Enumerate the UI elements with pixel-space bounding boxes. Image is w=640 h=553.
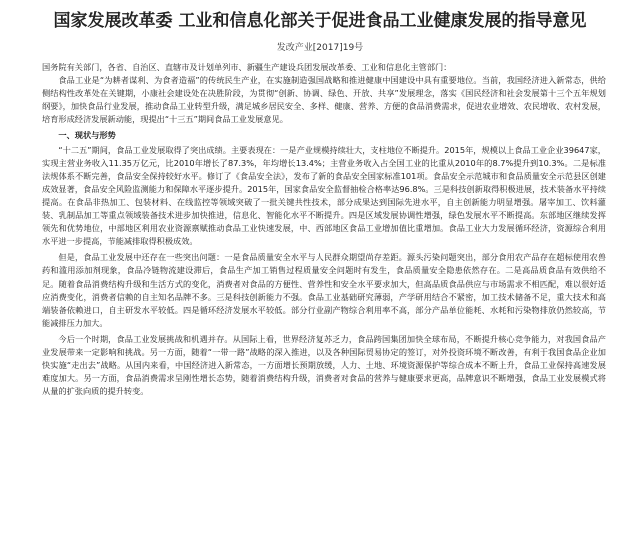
paragraph-problems: 但是，食品工业发展中还存在一些突出问题：一是食品质量安全水平与人民群众期望尚存差距。源头污染问题突出，部分食用农产品存在超标使用农兽药和滥用添加剂现象，食品冷链物流建设滞后，食品生产加工销售过程质量安全问题时有发生，食品质量安全隐患依然存在。二是高品质食品有效供给不足。随着食品消费结构升级和生活方式的变化，消费者对食品的方便性、营养性和安全水平要求加大，但高品质食品供应与市场需求不相匹配，难以很好适应消费变化，消费者信赖的自主知名品牌不多。三是科技创新能力不强。食品工业基础研究薄弱，产学研用结合不紧密，加工技术储备不足，重大技术和高端装备依赖进口，自主研发水平较低。四是循环经济发展水平较低。部分行业副产物综合利用率不高，部分产品单位能耗、水耗和污染物排放仍然较高，节能减排压力加大。 xyxy=(42,252,606,328)
document-number: 发改产业[2017]19号 xyxy=(276,43,364,53)
paragraph-achievements: “十二五”期间，食品工业发展取得了突出成绩。主要表现在：一是产业规模持续壮大，支柱地位不断提升。2015年，规模以上食品工业企业39647家，实现主营业务收入11.35万亿元，比2010年增长了87.3%，年均增长13.4%；主营业务收入占全国工业的比重从2010年的8.7%提升到10.3%。二是标准法规体系不断完善，食品安全保持较好水平。修订了《食品安全法》，发布了新的食品安全国家标准101项。食品安全示范城市和食品质量安全示范县区创建成效显著，食品安全风险监测能力和保障水平逐步提升。2015年，国家食品安全监督抽检合格率达96.8%。三是科技创新取得积极进展，技术装备水平持续提高。在食品非热加工、包装材料、在线监控等领域突破了一批关键共性技术，部分成果达到国际先进水平，自主创新能力明显增强。屠宰加工、饮料灌装、乳制品加工等重点领域装备技术进步加快推进，信息化、智能化水平不断提升。四是区域发展协调性增强，绿色发展水平不断提高。东部地区继续发挥领先和优势地位，中部地区利用农业资源禀赋推动食品工业快速发展，中、西部地区食品工业增加值比重增加。食品工业大力发展循环经济，资源综合利用水平进一步提高，节能减排取得积极成效。 xyxy=(42,144,606,247)
addressee: 国务院有关部门，各省、自治区、直辖市及计划单列市、新疆生产建设兵团发展改革委、工业和信息化主管部门： xyxy=(42,62,452,72)
section-heading: 一、现状与形势 xyxy=(58,130,116,141)
document-title: 国家发展改革委 工业和信息化部关于促进食品工业健康发展的指导意见 xyxy=(53,11,587,31)
paragraph-outlook: 今后一个时期，食品工业发展挑战和机遇并存。从国际上看，世界经济复苏乏力，食品跨国集团加快全球布局，不断提升核心竞争能力，对我国食品产业发展带来一定影响和挑战。另一方面，随着“一带一路”战略的深入推进，以及各种国际贸易协定的签订，对外投资环境不断改善，有利于我国食品企业加快实施“走出去”战略。从国内来看，中国经济进入新常态，一方面增长预期放缓，人力、土地、环境资源保护等综合成本不断上升，食品工业保持高速发展难度加大。另一方面，食品消费需求呈刚性增长态势，随着消费结构升级，消费者对食品的营养与健康要求更高，品牌意识不断增强，食品工业发展模式将从量的扩张向质的提升转变。 xyxy=(42,333,606,397)
intro-paragraph: 食品工业是“为耕者谋利、为食者造福”的传统民生产业，在实施制造强国战略和推进健康中国建设中具有重要地位。当前，我国经济进入新常态，供给侧结构性改革处在关键期，小康社会建设处在决胜阶段，为贯彻“创新、协调、绿色、开放、共享”发展理念，落实《国民经济和社会发展第十三个五年规划纲要》，加快食品行业发展，推动食品工业转型升级，满足城乡居民安全、多样、健康、营养、方便的食品消费需求，促进农业增效、农民增收、农村发展，培育形成经济发展新动能，现提出“十三五”期间食品工业发展意见。 xyxy=(42,75,606,125)
document-body xyxy=(0,61,640,398)
